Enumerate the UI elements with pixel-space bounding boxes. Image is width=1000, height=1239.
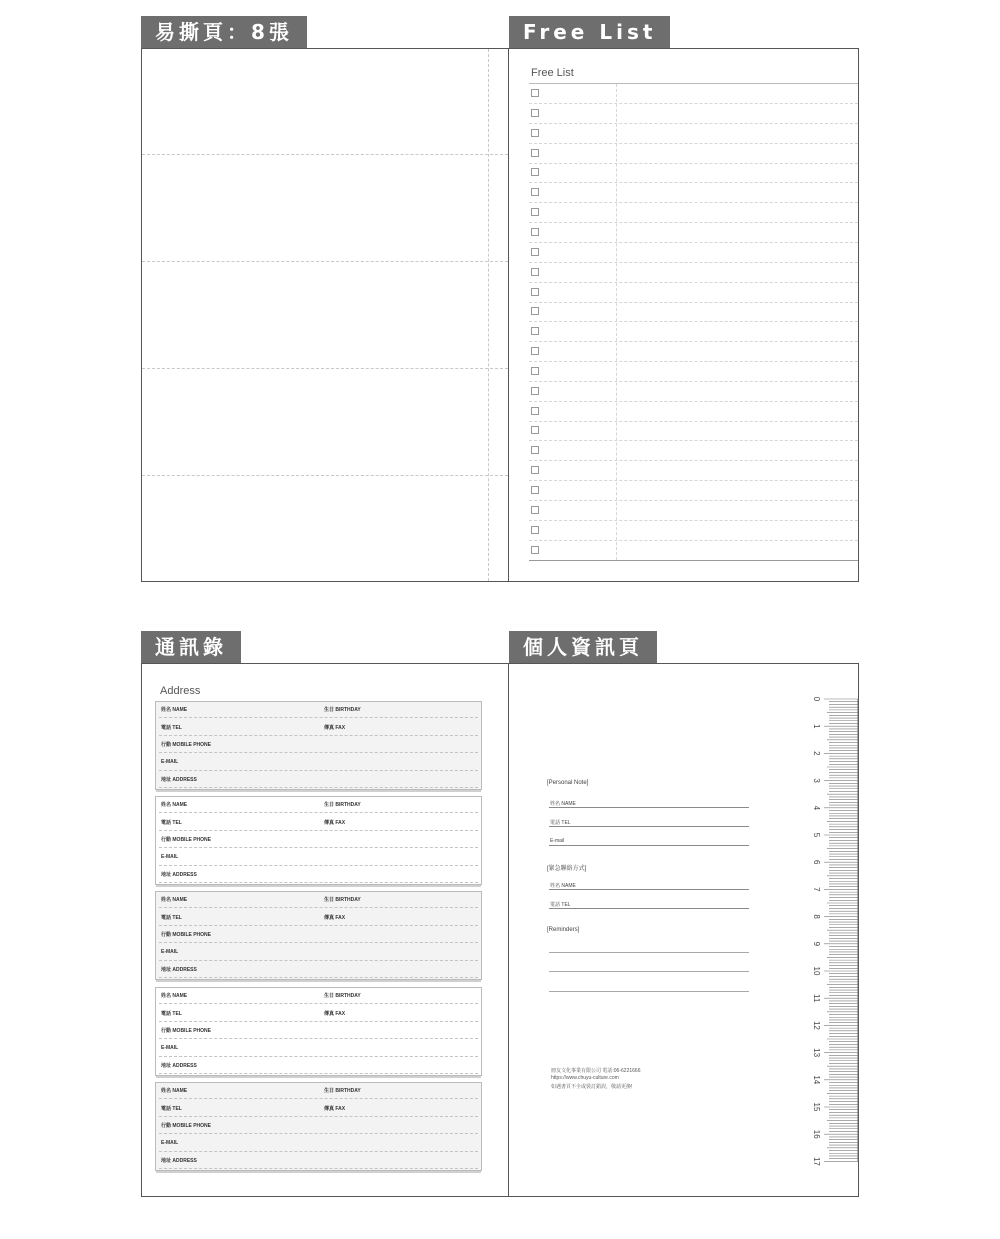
tab-easy-tear: 易撕頁：8張 — [141, 16, 307, 48]
personal-tel-label: 電話 TEL — [550, 820, 571, 826]
address-field-label: 電話 TEL — [161, 914, 182, 921]
ruler-number: 1 — [812, 723, 821, 729]
address-field-label: 姓名 NAME — [161, 897, 188, 903]
address-field-label: 地址 ADDRESS — [161, 872, 197, 878]
address-field-label: 傳真 FAX — [324, 1105, 346, 1112]
address-field-label: 行動 MOBILE PHONE — [161, 742, 212, 748]
address-field-label: 姓名 NAME — [161, 707, 188, 713]
address-field-label: E-MAIL — [161, 1139, 179, 1146]
ruler-number: 15 — [812, 1102, 821, 1112]
address-field-label: 地址 ADDRESS — [161, 1158, 197, 1164]
ruler-number: 2 — [812, 751, 821, 756]
tab-free-list: Free List — [509, 16, 670, 48]
address-field-label: 行動 MOBILE PHONE — [161, 837, 212, 843]
address-field-label: 行動 MOBILE PHONE — [161, 1028, 212, 1034]
address-field-label: 生日 BIRTHDAY — [324, 993, 361, 999]
tab-personal-info: 個人資訊頁 — [509, 631, 657, 663]
emergency-tel-label: 電話 TEL — [550, 902, 571, 908]
address-field-label: 地址 ADDRESS — [161, 1063, 197, 1069]
address-field-label: 傳真 FAX — [324, 914, 346, 921]
ruler-number: 0 — [812, 696, 821, 702]
company-info-line: 冊友文化事業有限公司 電話:06-6221666 — [551, 1068, 641, 1074]
address-field-label: 生日 BIRTHDAY — [324, 897, 361, 903]
ruler-number: 13 — [812, 1048, 821, 1058]
ruler-number: 12 — [812, 1020, 821, 1030]
ruler-number: 7 — [812, 887, 821, 892]
reminders-header: [Reminders] — [547, 927, 580, 933]
address-field-label: 地址 ADDRESS — [161, 967, 197, 973]
personal-email-label: E-mail — [550, 838, 565, 844]
ruler-number: 3 — [812, 778, 821, 783]
address-field-label: 地址 ADDRESS — [161, 777, 197, 783]
personal-name-label: 姓名 NAME — [550, 801, 576, 807]
free-list-title: Free List — [531, 67, 574, 79]
address-field-label: 姓名 NAME — [161, 1088, 188, 1094]
address-field-label: 電話 TEL — [161, 1105, 182, 1112]
address-field-label: 姓名 NAME — [161, 802, 188, 808]
address-field-label: 電話 TEL — [161, 819, 182, 826]
address-field-label: 生日 BIRTHDAY — [324, 1088, 361, 1094]
ruler-number: 16 — [812, 1129, 821, 1139]
address-field-label: 行動 MOBILE PHONE — [161, 1123, 212, 1129]
address-field-label: 電話 TEL — [161, 724, 182, 731]
ruler-number: 5 — [812, 832, 821, 838]
personal-note-header: [Personal Note] — [547, 780, 589, 786]
company-url: https://www.chuyu-culture.com — [551, 1075, 619, 1081]
emergency-name-label: 姓名 NAME — [550, 883, 576, 889]
ruler-number: 10 — [812, 966, 821, 976]
address-field-label: 傳真 FAX — [324, 1010, 346, 1017]
address-field-label: 傳真 FAX — [324, 724, 346, 731]
ruler-number: 11 — [812, 994, 821, 1003]
ruler-number: 9 — [812, 941, 821, 947]
address-field-label: 電話 TEL — [161, 1010, 182, 1017]
address-field-label: 生日 BIRTHDAY — [324, 707, 361, 713]
ruler-number: 4 — [812, 805, 821, 811]
address-field-label: E-MAIL — [161, 1044, 179, 1051]
ruler-number: 8 — [812, 914, 821, 919]
address-field-label: 傳真 FAX — [324, 819, 346, 826]
address-field-label: 行動 MOBILE PHONE — [161, 932, 212, 938]
company-notice: 如遇書頁不全或裝訂錯誤，敬請更換! — [551, 1084, 633, 1090]
address-field-label: E-MAIL — [161, 948, 179, 955]
address-title: Address — [160, 685, 201, 697]
emergency-contact-header: [緊急聯絡方式] — [547, 866, 587, 872]
address-field-label: E-MAIL — [161, 758, 179, 765]
ruler-number: 17 — [812, 1156, 821, 1166]
address-field-label: E-MAIL — [161, 853, 179, 860]
ruler-number: 14 — [812, 1075, 821, 1085]
tab-address-book: 通訊錄 — [141, 631, 241, 663]
address-field-label: 姓名 NAME — [161, 993, 188, 999]
address-field-label: 生日 BIRTHDAY — [324, 802, 361, 808]
ruler-number: 6 — [812, 859, 821, 865]
